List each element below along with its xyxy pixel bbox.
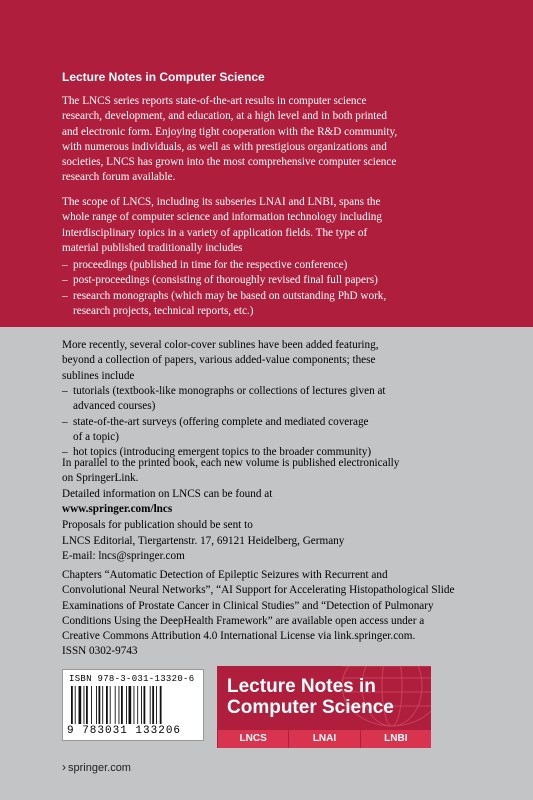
chevron-right-icon: › [62,760,66,774]
traditional-list [62,258,482,319]
parallel-paragraph: In parallel to the printed book, each new volume is published electronically on SpringerLink. [62,457,400,485]
list-item: – post-proceedings (consisting of thoroughly revised final full papers) [62,273,482,288]
badge-tabs [217,730,431,748]
series-title: Lecture Notes in Computer Science [62,70,265,84]
list-item: – proceedings (published in time for the respective conference) [62,258,482,273]
list-item: – research monographs (which may be based on outstanding PhD work, research projects, technical reports, etc.) [62,289,482,320]
list-item: – tutorials (textbook-like monographs or collections of lectures given at advanced courses) [62,384,482,415]
badge-tab-lnai: LNAI [288,730,359,748]
barcode-digits: 9 783031 133206 [67,725,182,737]
isbn-barcode [62,669,204,741]
sublines-paragraph: More recently, several color-cover sublines have been added featuring, beyond a collection of papers, various added-value components; these sublines include [62,339,379,382]
proposals-paragraph: Proposals for publication should be sent to [62,519,253,531]
sublines-list [62,384,482,460]
email-line: E-mail: lncs@springer.com [62,550,185,563]
lncs-series-badge [217,666,431,748]
list-item: – hot topics (introducing emergent topics to the broader community) [62,445,482,460]
lncs-url-link[interactable]: www.springer.com/lncs [62,503,173,516]
open-access-paragraph: Chapters “Automatic Detection of Epileptic Seizures with Recurrent and Convolutional Neural Networks”, “AI Support for Accelerating Histopathological Slide Examinations of Prostate Cancer in Clinical Studies” and “Detection of Pulmonary Conditions Using the DeepHealth Framework” are available open access under a Creative Commons Attribution 4.0 International License via link.springer.com. [62,569,455,643]
scope-paragraph: The scope of LNCS, including its subseries LNAI and LNBI, spans the whole range of computer science and information technology including interdisciplinary topics in a variety of application fields. The type of material published traditionally includes [62,196,382,254]
isbn-text: ISBN 978-3-031-13320-6 [69,674,195,684]
list-item: – state-of-the-art surveys (offering complete and mediated coverage of a topic) [62,415,482,446]
crimson-panel [0,0,533,327]
intro-paragraph: The LNCS series reports state-of-the-art results in computer science research, development, and education, at a high level and in both printed and electronic form. Enjoying tight cooperation with the R&D community, with numerous individuals, as well as with prestigious organizations and societies, LNCS has grown into the most comprehensive computer science research forum available. [62,95,398,184]
detail-paragraph: Detailed information on LNCS can be found at www.springer.com/lncs [62,487,482,518]
barcode-bars [71,686,195,724]
badge-title: Lecture Notes in Computer Science [227,676,394,718]
badge-tab-lnbi: LNBI [360,730,431,748]
publisher-link[interactable]: › springer.com [62,760,131,774]
issn-line: ISSN 0302-9743 [62,645,138,657]
badge-tab-lncs: LNCS [217,730,288,748]
address-paragraph: LNCS Editorial, Tiergartenstr. 17, 69121 Heidelberg, Germany E-mail: lncs@springer.com [62,534,482,565]
